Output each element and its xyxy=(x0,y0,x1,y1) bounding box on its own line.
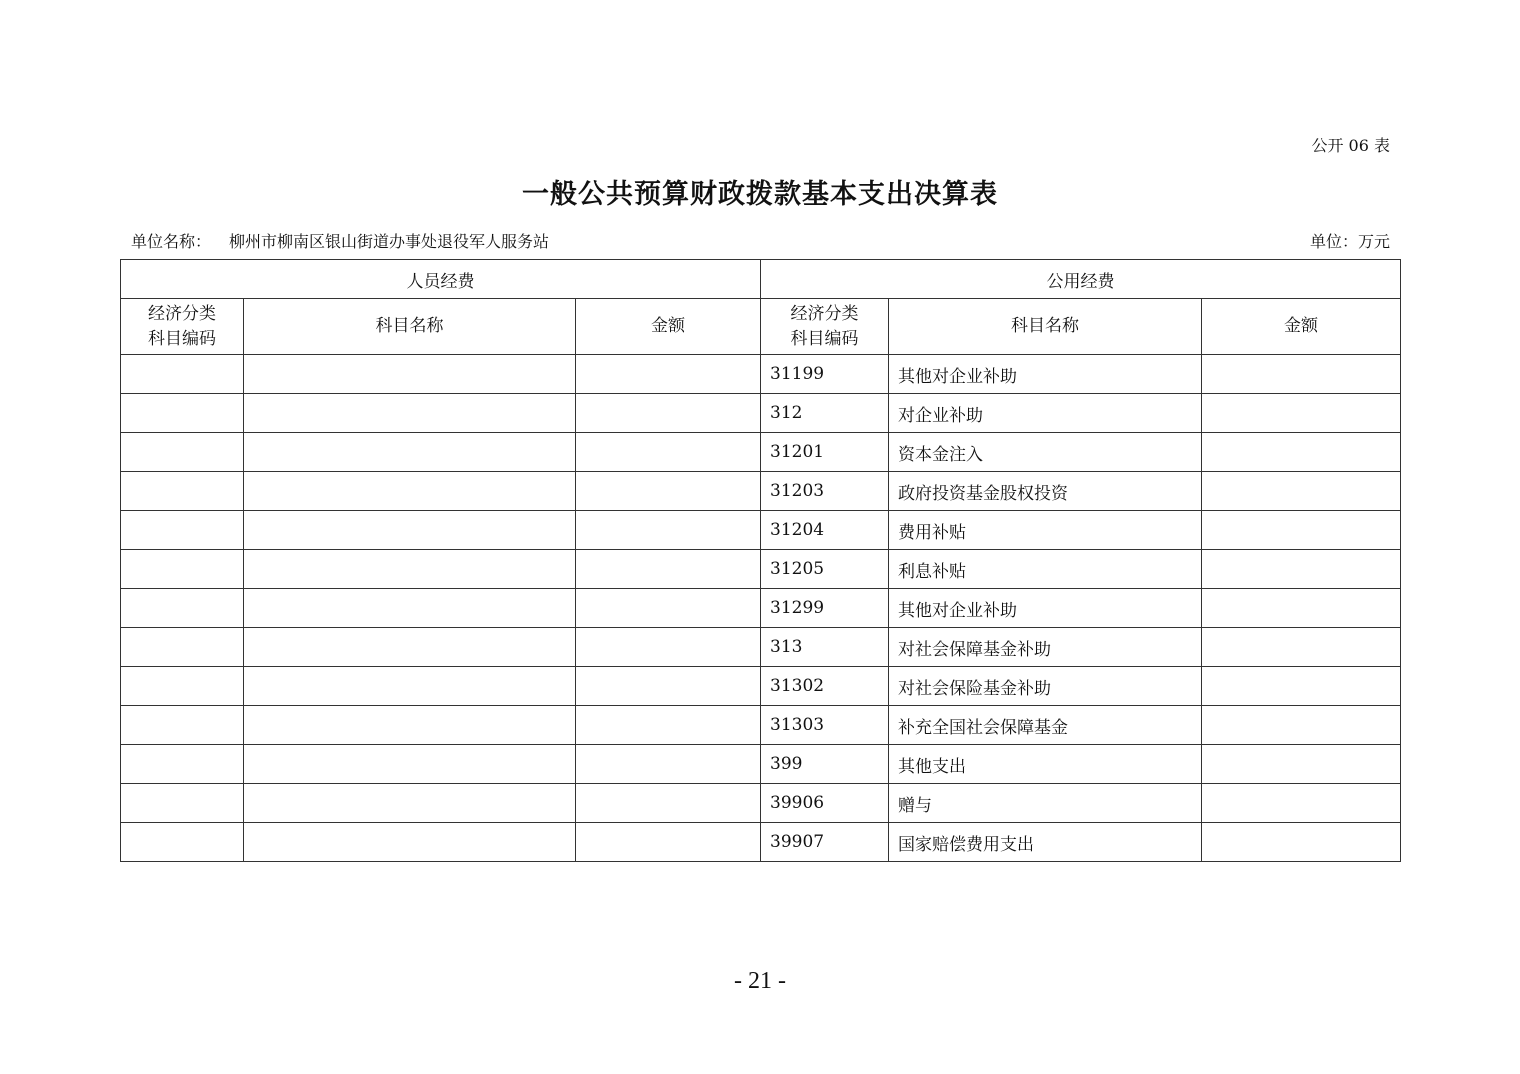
col-header-public-amount: 金额 xyxy=(1202,299,1401,355)
personnel-name-cell xyxy=(244,628,576,667)
public-code-cell: 31205 xyxy=(761,550,889,589)
personnel-amount-cell xyxy=(576,628,761,667)
public-code-cell: 31203 xyxy=(761,472,889,511)
personnel-amount-cell xyxy=(576,823,761,862)
code-header-line2: 科目编码 xyxy=(790,328,859,349)
personnel-code-cell xyxy=(121,472,244,511)
col-header-public-code xyxy=(761,299,889,355)
table-row xyxy=(121,823,1401,862)
personnel-amount-cell xyxy=(576,433,761,472)
personnel-amount-cell xyxy=(576,589,761,628)
personnel-name-cell xyxy=(244,433,576,472)
personnel-code-cell xyxy=(121,823,244,862)
public-amount-cell xyxy=(1202,550,1401,589)
public-code-cell: 312 xyxy=(761,394,889,433)
table-row xyxy=(121,589,1401,628)
table-row xyxy=(121,433,1401,472)
personnel-amount-cell xyxy=(576,667,761,706)
public-name-cell: 其他支出 xyxy=(889,745,1202,784)
public-code-cell: 31303 xyxy=(761,706,889,745)
table-row xyxy=(121,355,1401,394)
personnel-code-cell xyxy=(121,511,244,550)
personnel-code-cell xyxy=(121,394,244,433)
personnel-name-cell xyxy=(244,745,576,784)
personnel-code-cell xyxy=(121,550,244,589)
personnel-amount-cell xyxy=(576,745,761,784)
public-code-cell: 31201 xyxy=(761,433,889,472)
page-title: 一般公共预算财政拨款基本支出决算表 xyxy=(522,179,998,210)
public-name-cell: 国家赔偿费用支出 xyxy=(889,823,1202,862)
personnel-code-cell xyxy=(121,706,244,745)
public-amount-cell xyxy=(1202,589,1401,628)
table-row xyxy=(121,511,1401,550)
public-name-cell: 政府投资基金股权投资 xyxy=(889,472,1202,511)
personnel-amount-cell xyxy=(576,784,761,823)
public-code-cell: 31204 xyxy=(761,511,889,550)
group-header-public: 公用经费 xyxy=(761,260,1401,299)
public-amount-cell xyxy=(1202,433,1401,472)
personnel-name-cell xyxy=(244,784,576,823)
public-amount-cell xyxy=(1202,472,1401,511)
personnel-code-cell xyxy=(121,745,244,784)
public-name-cell: 费用补贴 xyxy=(889,511,1202,550)
group-header-personnel: 人员经费 xyxy=(121,260,761,299)
personnel-code-cell xyxy=(121,667,244,706)
personnel-code-cell xyxy=(121,589,244,628)
personnel-name-cell xyxy=(244,667,576,706)
public-code-cell: 399 xyxy=(761,745,889,784)
public-name-cell: 对社会保障基金补助 xyxy=(889,628,1202,667)
unit-name-line xyxy=(131,229,549,252)
public-code-cell: 39906 xyxy=(761,784,889,823)
personnel-code-cell xyxy=(121,433,244,472)
currency-unit: 单位：万元 xyxy=(1309,232,1390,251)
col-header-personnel-amount: 金额 xyxy=(576,299,761,355)
code-header-line1: 经济分类 xyxy=(790,303,859,324)
group-header-row xyxy=(121,260,1401,299)
public-amount-cell xyxy=(1202,706,1401,745)
personnel-name-cell xyxy=(244,472,576,511)
public-amount-cell xyxy=(1202,511,1401,550)
public-code-cell: 31299 xyxy=(761,589,889,628)
table-row xyxy=(121,667,1401,706)
personnel-name-cell xyxy=(244,550,576,589)
public-name-cell: 补充全国社会保障基金 xyxy=(889,706,1202,745)
table-row xyxy=(121,745,1401,784)
public-amount-cell xyxy=(1202,667,1401,706)
personnel-amount-cell xyxy=(576,706,761,745)
form-number: 公开 06 表 xyxy=(1311,136,1390,155)
table-row xyxy=(121,784,1401,823)
public-name-cell: 对社会保险基金补助 xyxy=(889,667,1202,706)
table-row xyxy=(121,550,1401,589)
col-header-public-name: 科目名称 xyxy=(889,299,1202,355)
personnel-name-cell xyxy=(244,706,576,745)
table-row xyxy=(121,394,1401,433)
public-code-cell: 39907 xyxy=(761,823,889,862)
personnel-code-cell xyxy=(121,628,244,667)
public-name-cell: 其他对企业补助 xyxy=(889,355,1202,394)
table-row xyxy=(121,472,1401,511)
public-name-cell: 其他对企业补助 xyxy=(889,589,1202,628)
personnel-name-cell xyxy=(244,355,576,394)
expenditure-table xyxy=(120,259,1401,862)
public-amount-cell xyxy=(1202,394,1401,433)
unit-name: 柳州市柳南区银山街道办事处退役军人服务站 xyxy=(229,232,550,251)
public-name-cell: 对企业补助 xyxy=(889,394,1202,433)
column-header-row xyxy=(121,299,1401,355)
code-header-line1: 经济分类 xyxy=(148,303,216,324)
personnel-name-cell xyxy=(244,823,576,862)
code-header-line2: 科目编码 xyxy=(148,328,216,349)
public-amount-cell xyxy=(1202,745,1401,784)
unit-name-label: 单位名称： xyxy=(131,232,212,251)
public-code-cell: 313 xyxy=(761,628,889,667)
col-header-personnel-name: 科目名称 xyxy=(244,299,576,355)
personnel-code-cell xyxy=(121,355,244,394)
public-code-cell: 31302 xyxy=(761,667,889,706)
personnel-name-cell xyxy=(244,511,576,550)
personnel-amount-cell xyxy=(576,550,761,589)
personnel-amount-cell xyxy=(576,355,761,394)
personnel-name-cell xyxy=(244,589,576,628)
table-row xyxy=(121,628,1401,667)
public-amount-cell xyxy=(1202,823,1401,862)
table-row xyxy=(121,706,1401,745)
personnel-name-cell xyxy=(244,394,576,433)
page-number: - 21 - xyxy=(734,968,786,994)
table-body xyxy=(121,355,1401,862)
public-amount-cell xyxy=(1202,355,1401,394)
public-amount-cell xyxy=(1202,784,1401,823)
public-name-cell: 利息补贴 xyxy=(889,550,1202,589)
personnel-amount-cell xyxy=(576,394,761,433)
personnel-amount-cell xyxy=(576,511,761,550)
public-name-cell: 资本金注入 xyxy=(889,433,1202,472)
personnel-amount-cell xyxy=(576,472,761,511)
public-code-cell: 31199 xyxy=(761,355,889,394)
public-name-cell: 赠与 xyxy=(889,784,1202,823)
col-header-personnel-code xyxy=(121,299,244,355)
personnel-code-cell xyxy=(121,784,244,823)
public-amount-cell xyxy=(1202,628,1401,667)
